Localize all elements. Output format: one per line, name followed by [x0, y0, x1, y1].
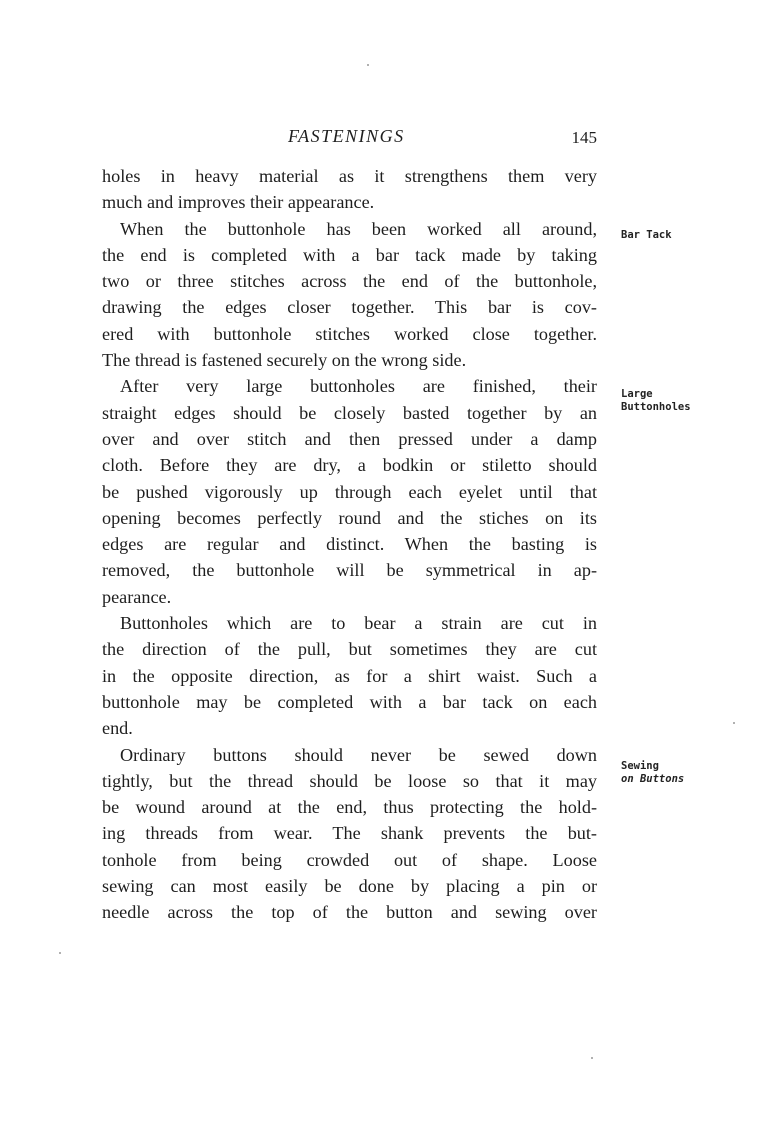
scan-speck	[591, 1057, 593, 1059]
text-line: ing threads from wear. The shank prevents the but-	[102, 823, 597, 844]
margin-note-text: on Buttons	[621, 773, 685, 785]
text-line: be pushed vigorously up through each eyelet until that	[102, 481, 597, 502]
text-line: the end is completed with a bar tack made by taking	[102, 244, 597, 265]
text-line: over and over stitch and then pressed under a damp	[102, 428, 597, 449]
text-line: edges are regular and distinct. When the basting is	[102, 534, 597, 555]
text-line: cloth. Before they are dry, a bodkin or stiletto should	[102, 455, 597, 476]
margin-note-text: Bar Tack	[621, 229, 672, 241]
text-line: much and improves their appearance.	[102, 192, 375, 213]
text-line: straight edges should be closely basted together by an	[102, 402, 597, 423]
scan-speck	[367, 64, 369, 66]
text-line: When the buttonhole has been worked all around,	[120, 218, 597, 239]
text-line: drawing the edges closer together. This bar is cov-	[102, 297, 597, 318]
margin-note-text: Buttonholes	[621, 401, 691, 413]
text-line: in the opposite direction, as for a shirt waist. Such a	[102, 665, 597, 686]
text-line: The thread is fastened securely on the wrong side.	[102, 350, 467, 371]
scan-speck	[59, 952, 61, 954]
page-header	[102, 126, 597, 152]
margin-note-sewing-on-buttons	[621, 760, 684, 786]
text-line: opening becomes perfectly round and the stiches on its	[102, 507, 597, 528]
text-line: holes in heavy material as it strengthens them very	[102, 166, 597, 186]
margin-note-text: Large	[621, 388, 653, 400]
body-text	[102, 163, 597, 926]
text-line: be wound around at the end, thus protecting the hold-	[102, 797, 597, 818]
text-line: Buttonholes which are to bear a strain are cut in	[120, 613, 597, 634]
text-line: two or three stitches across the end of the buttonhole,	[102, 271, 597, 292]
margin-note-bar-tack	[621, 229, 672, 242]
text-line: needle across the top of the button and sewing over	[102, 902, 597, 923]
text-line: the direction of the pull, but sometimes they are cut	[102, 639, 597, 660]
margin-note-large-buttonholes	[621, 388, 691, 414]
page-number: 145	[571, 128, 597, 147]
text-line: Ordinary buttons should never be sewed down	[120, 744, 597, 765]
text-line: tightly, but the thread should be loose so that it may	[102, 770, 597, 791]
text-line: sewing can most easily be done by placing a pin or	[102, 876, 597, 897]
text-line: end.	[102, 718, 133, 739]
text-line: tonhole from being crowded out of shape. Loose	[102, 849, 597, 870]
text-line: ered with buttonhole stitches worked close together.	[102, 323, 597, 344]
text-line: pearance.	[102, 586, 172, 607]
scan-speck	[733, 722, 735, 724]
text-line: removed, the buttonhole will be symmetrical in ap-	[102, 560, 597, 581]
text-line: buttonhole may be completed with a bar tack on each	[102, 691, 597, 712]
margin-note-text: Sewing	[621, 760, 659, 772]
text-line: After very large buttonholes are finished, their	[120, 376, 597, 397]
running-title: FASTENINGS	[288, 126, 405, 146]
